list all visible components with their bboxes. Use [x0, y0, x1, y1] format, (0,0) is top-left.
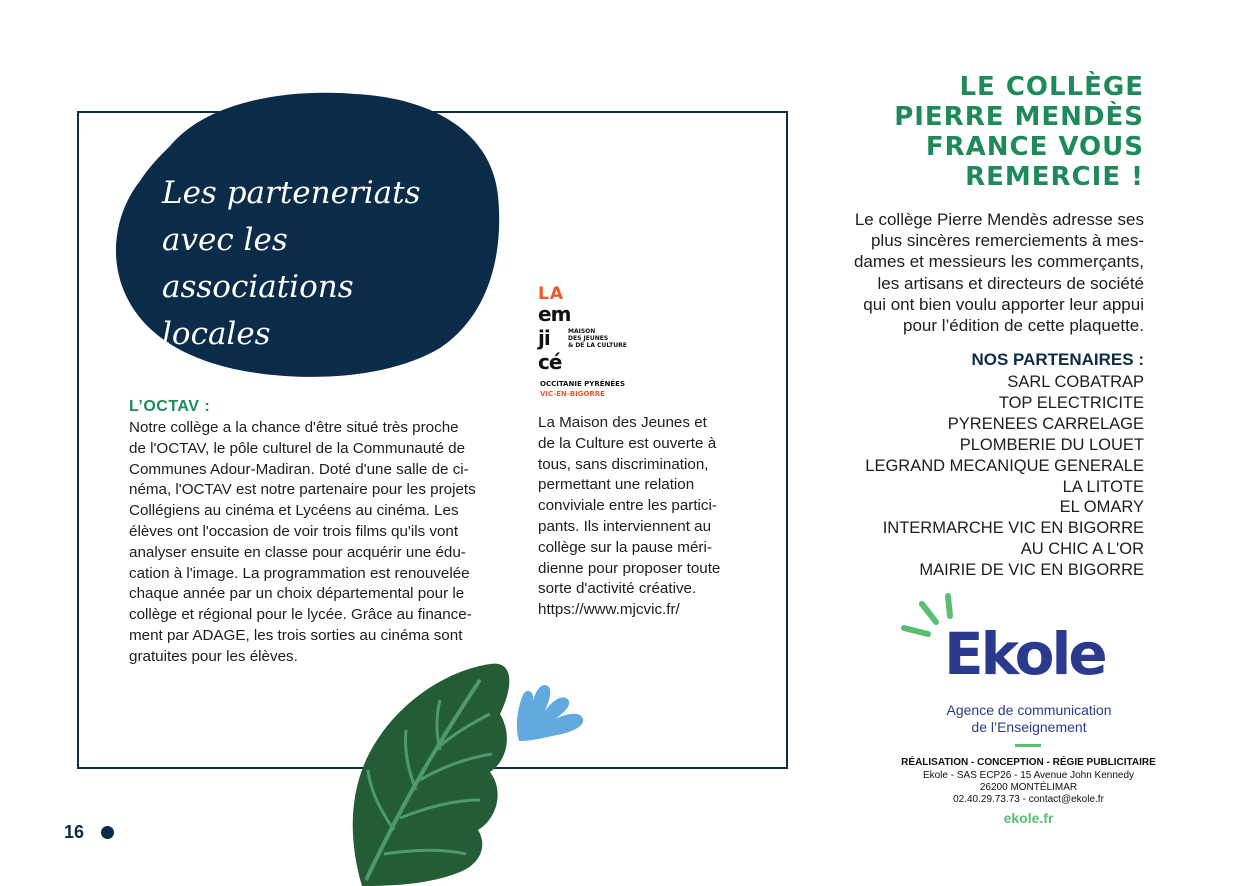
mjc-logo-em: em — [538, 302, 571, 326]
paragraph-line: Notre collège a la chance d'être situé très proche — [129, 419, 459, 436]
paragraph-line: permettant une relation — [538, 476, 695, 494]
page-dot-icon — [101, 826, 114, 839]
partner-item: EL OMARY — [1059, 498, 1144, 517]
credit-title: RÉALISATION - CONCEPTION - RÉGIE PUBLICITAIRE — [901, 757, 1156, 768]
partner-item: MAIRIE DE VIC EN BIGORRE — [919, 561, 1144, 580]
ekole-tagline-line: de l’Enseignement — [971, 719, 1087, 735]
mjc-logo-subtitle — [568, 328, 638, 349]
partner-item: LA LITOTE — [1062, 477, 1144, 496]
partner-item: INTERMARCHE VIC EN BIGORRE — [882, 519, 1144, 538]
paragraph-line: La Maison des Jeunes et — [538, 414, 707, 431]
ekole-tagline — [900, 702, 1158, 736]
mjc-logo-subtitle-line: MAISON — [568, 328, 596, 335]
ekole-website-link[interactable]: ekole.fr — [1003, 810, 1054, 826]
title-line: Les parteneriats — [162, 175, 421, 211]
page-number: 16 — [64, 822, 85, 842]
title-line: locales — [162, 316, 271, 352]
partners-list — [804, 372, 1144, 581]
paragraph-line: les artisans et directeurs de société — [877, 273, 1144, 293]
partner-item: LEGRAND MECANIQUE GENERALE — [865, 456, 1144, 475]
paragraph-line: de la Culture est ouverte à — [538, 434, 717, 452]
paragraph-line: Le collège Pierre Mendès adresse ses — [854, 210, 1144, 229]
paragraph-line: dienne pour proposer toute — [538, 559, 721, 577]
thanks-title-line: LE COLLÈGE — [959, 72, 1144, 102]
paragraph-line: élèves ont l'occasion de voir trois films qu'ils vont — [129, 522, 459, 540]
partners-heading: NOS PARTENAIRES : — [971, 350, 1144, 369]
mjc-logo-subtitle-line: DES JEUNES — [568, 335, 609, 342]
partner-item: PLOMBERIE DU LOUET — [959, 435, 1144, 454]
mjc-logo-la: LA — [538, 284, 564, 304]
paragraph-line: de l'OCTAV, le pôle culturel de la Communauté de — [129, 439, 466, 457]
partner-item: AU CHIC A L'OR — [1020, 540, 1144, 559]
paragraph-line: collège sur la pause méri- — [538, 538, 712, 556]
paragraph-line: néma, l'OCTAV est notre partenaire pour les projets — [129, 481, 476, 499]
paragraph-line: analyser ensuite en classe pour acquérir une édu- — [129, 543, 466, 561]
paragraph-line: pour l’édition de cette plaquette. — [902, 316, 1144, 336]
partnerships-title — [162, 170, 482, 358]
paragraph-line: gratuites pour les élèves. — [129, 647, 298, 665]
thanks-title-line: REMERCIE ! — [965, 162, 1144, 192]
mjc-logo-ji: ji — [538, 326, 550, 350]
paragraph-line: Collégiens au cinéma et Lycéens au cinéma. Les — [129, 502, 459, 520]
credit-address: Ekole - SAS ECP26 - 15 Avenue John Kennedy — [922, 770, 1135, 781]
ekole-logo: Ekole — [944, 620, 1105, 688]
mjc-logo-subtitle-line: & DE LA CULTURE — [568, 342, 627, 349]
octav-heading: L’OCTAV : — [129, 398, 211, 415]
octav-paragraph — [129, 418, 514, 668]
credit-contact: 02.40.29.73.73 - contact@ekole.fr — [953, 794, 1104, 805]
thanks-title-line: FRANCE VOUS — [925, 132, 1144, 162]
mjc-logo — [538, 284, 638, 402]
mjc-logo-region: OCCITANIE PYRÉNÉES — [540, 380, 625, 388]
thanks-title — [814, 72, 1144, 192]
ekole-tagline-line: Agence de communication — [946, 702, 1112, 718]
partner-item: TOP ELECTRICITE — [998, 393, 1144, 412]
thanks-title-line: PIERRE MENDÈS — [894, 102, 1144, 132]
mjc-logo-city: VIC-EN-BIGORRE — [540, 390, 605, 398]
paragraph-line: cation à l'image. La programmation est renouvelée — [129, 564, 470, 582]
paragraph-line: qui ont bien voulu apporter leur appui — [863, 294, 1144, 314]
paragraph-line: conviviale entre les partici- — [538, 497, 717, 515]
ekole-divider — [1015, 744, 1041, 747]
paragraph-line: chaque année par un choix départemental pour le — [129, 585, 465, 603]
title-line: avec les associations — [162, 222, 354, 305]
paragraph-line: plus sincères remerciements à mes- — [870, 231, 1144, 251]
paragraph-line: ment par ADAGE, les trois sorties au cinéma sont — [129, 626, 463, 644]
mjc-paragraph — [538, 413, 748, 621]
partner-item: SARL COBATRAP — [1007, 373, 1144, 391]
green-leaf-decoration — [340, 650, 520, 886]
mjc-logo-ce: cé — [538, 350, 562, 374]
thanks-paragraph — [804, 209, 1144, 336]
credit-city: 26200 MONTÉLIMAR — [979, 782, 1078, 793]
mjc-website-link[interactable]: https://www.mjcvic.fr/ — [538, 601, 680, 619]
partner-item: PYRENEES CARRELAGE — [947, 414, 1144, 433]
paragraph-line: tous, sans discrimination, — [538, 455, 709, 473]
paragraph-line: pants. Ils interviennent au — [538, 517, 712, 535]
paragraph-line: collège et régional pour le lycée. Grâce au finance- — [129, 606, 472, 624]
paragraph-line: sorte d'activité créative. — [538, 580, 697, 598]
blue-leaf-decoration — [513, 675, 593, 745]
paragraph-line: Communes Adour-Madiran. Doté d'une salle de ci- — [129, 460, 469, 478]
paragraph-line: dames et messieurs les commerçants, — [853, 252, 1144, 272]
